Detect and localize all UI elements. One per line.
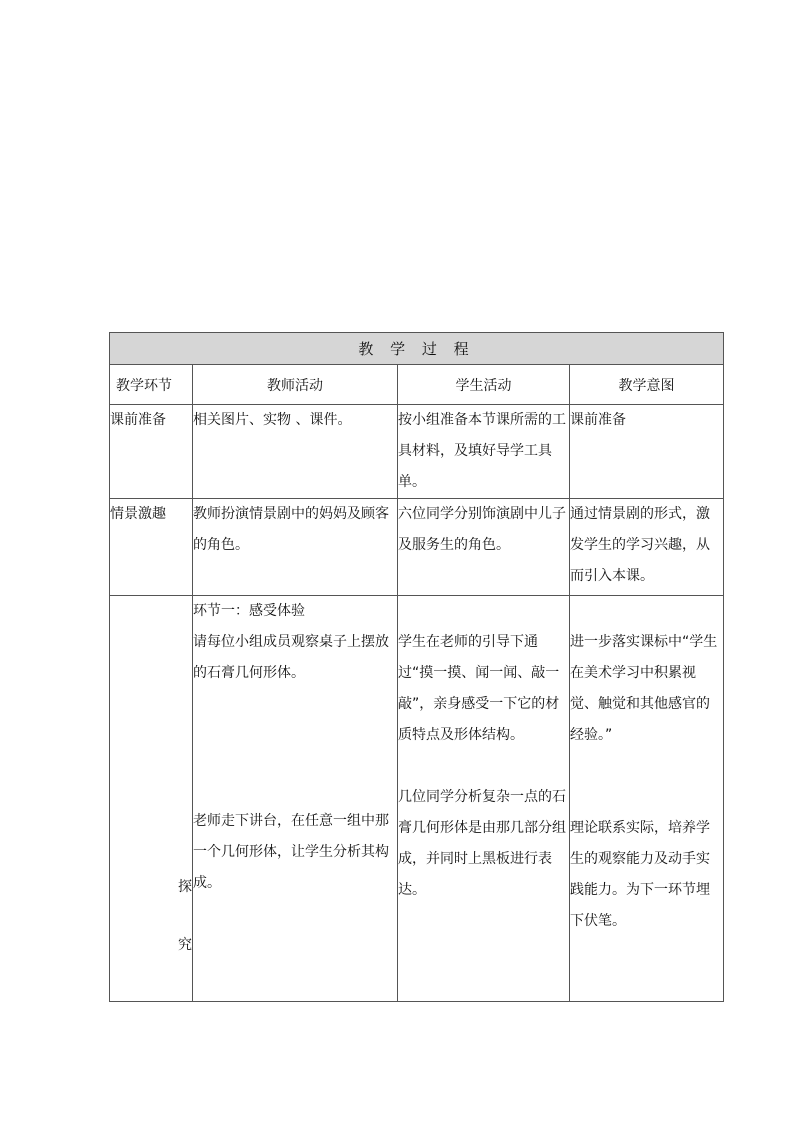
student-activity-2: 几位同学分析复杂一点的石膏几何形体是由那几部分组成，并同时上黑板进行表达。: [398, 789, 566, 898]
intent-2: 理论联系实际，培养学生的观察能力及动手实践能力。为下一环节埋下伏笔。: [570, 820, 710, 929]
teacher-activity-2: 老师走下讲台，在任意一组中那一个几何形体，让学生分析其构成。: [193, 813, 389, 891]
stage-char: 究: [178, 937, 192, 953]
step-title: 环节一：感受体验: [193, 603, 305, 619]
row-student: 六位同学分别饰演剧中儿子及服务生的角色。: [398, 499, 570, 596]
stage-char: 探: [178, 879, 192, 895]
table-title-row: [110, 333, 724, 365]
row-intent: 课前准备: [570, 405, 724, 499]
intent-1: 进一步落实课标中“学生在美术学习中积累视觉、触觉和其他感官的经验。”: [570, 634, 718, 743]
explore-teacher: [193, 596, 398, 1002]
row-stage: 情景激趣: [110, 499, 193, 596]
student-activity-1: 学生在老师的引导下通过“摸一摸、闻一闻、敲一敲”，亲身感受一下它的材质特点及形体结构。: [398, 634, 560, 743]
header-student: 学生活动: [398, 365, 570, 405]
explore-intent: [570, 596, 724, 1002]
lesson-process-table: [109, 332, 724, 1002]
table-row: [110, 405, 724, 499]
row-intent: 通过情景剧的形式，激发学生的学习兴趣，从而引入本课。: [570, 499, 724, 596]
row-student: 按小组准备本节课所需的工具材料，及填好导学工具单。: [398, 405, 570, 499]
header-teacher: 教师活动: [193, 365, 398, 405]
table-title: 教 学 过 程: [110, 333, 724, 365]
header-intent: 教学意图: [570, 365, 724, 405]
row-teacher: 相关图片、实物 、课件。: [193, 405, 398, 499]
table-row-explore: [110, 596, 724, 1002]
teacher-activity-1: 请每位小组成员观察桌子上摆放的石膏几何形体。: [193, 634, 389, 681]
header-stage: 教学环节: [110, 365, 193, 405]
row-stage: 课前准备: [110, 405, 193, 499]
row-stage-explore: [110, 596, 193, 1002]
table-row: [110, 499, 724, 596]
row-teacher: 教师扮演情景剧中的妈妈及顾客的角色。: [193, 499, 398, 596]
table-header-row: [110, 365, 724, 405]
explore-student: [398, 596, 570, 1002]
